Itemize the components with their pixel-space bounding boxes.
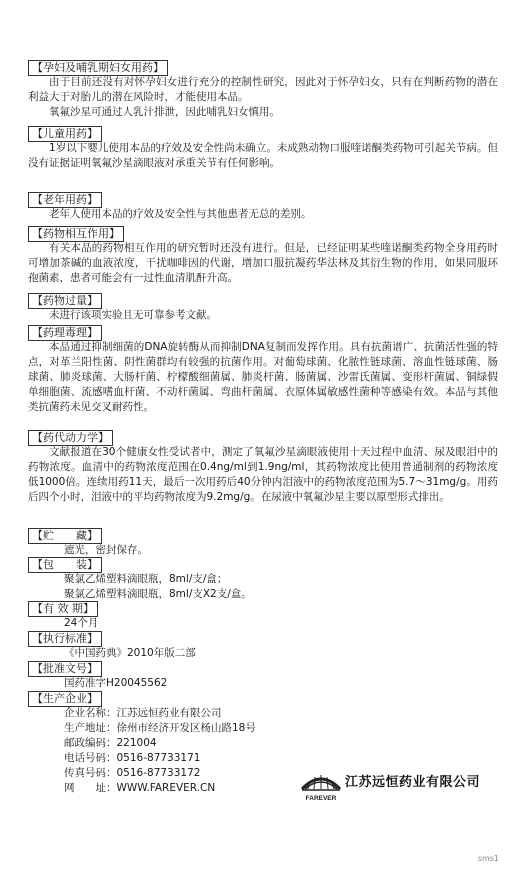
paragraph: 文献报道在30个健康女性受试者中，测定了氧氟沙星滴眼液使用十天过程中血清、尿及眼泪中的药物浓度。血清中的药物浓度范围在0.4ng/ml到1.9ng/ml，其药物浓度比使用普通制剂的药物浓度低1000倍。连续用药11天，最后一次用药后40分钟内泪液中的药物浓度范围为5.7～31mg/g。用药后四个小时，泪液中的平均药物浓度为9.2mg/g。在尿液中氧氟沙星主要以原型形式排出。 <box>28 446 498 503</box>
paragraph: 由于目前还没有对怀孕妇女进行充分的控制性研究，因此对于怀孕妇女，只有在判断药物的潜在利益大于对胎儿的潜在风险时，才能使用本品。 <box>28 76 498 103</box>
paragraph: 有关本品的药物相互作用的研究暂时还没有进行。但是，已经证明某些喹诺酮类药物全身用药时可增加茶碱的血液浓度，干扰咖啡因的代谢，增加口服抗凝药华法林及其衍生物的作用，如果同服环孢菌素，患者可能会有一过性血清肌酐升高。 <box>28 242 498 284</box>
section-title-validity: 【有 效 期】 <box>28 601 98 617</box>
section-title-pharmacology: 【药理毒理】 <box>28 325 102 341</box>
farever-logo-icon <box>300 767 342 803</box>
postal-code: 邮政编码：221004 <box>64 737 157 749</box>
section-body-pregnancy <box>28 75 498 120</box>
section-title-pharmacokinetics: 【药代动力学】 <box>28 430 113 446</box>
company-name: 企业名称：江苏远恒药业有限公司 <box>64 707 222 719</box>
section-body-interactions <box>28 241 498 286</box>
logo-brand-text: FAREVER <box>305 795 337 802</box>
approval-number: 国药准字H20045562 <box>64 677 168 689</box>
section-body-storage <box>28 543 498 558</box>
section-body-overdose <box>28 308 498 323</box>
website: 网 址：WWW.FAREVER.CN <box>64 782 216 794</box>
section-body-pharmacology <box>28 340 498 415</box>
paragraph: 本品通过抑制细菌的DNA旋转酶从而抑制DNA复制而发挥作用。具有抗菌谱广、抗菌活性强的特点，对革兰阳性菌、阴性菌群均有较强的抗菌作用。对葡萄球菌、化脓性链球菌、溶血性链球菌、肠球菌、肺炎球菌、大肠杆菌、柠檬酸细菌属、肺炎杆菌、肠菌属、沙雷氏菌属、变形杆菌属、铜绿假单细胞菌、流感嗜血杆菌、不动杆菌属、弯曲杆菌属、衣原体属敏感性菌种等感染有效。本品与其他类抗菌药未见交叉耐药性。 <box>28 341 498 413</box>
section-title-package: 【包 装】 <box>28 557 102 573</box>
section-body-elderly <box>28 207 498 222</box>
paragraph: 未进行该项实验且无可靠参考文献。 <box>49 309 217 321</box>
section-body-children <box>28 141 498 171</box>
section-title-interactions: 【药物相互作用】 <box>28 226 124 242</box>
section-title-standard: 【执行标准】 <box>28 631 102 647</box>
section-body-approval <box>28 676 498 691</box>
section-title-elderly: 【老年用药】 <box>28 192 102 208</box>
section-body-manufacturer <box>28 706 288 796</box>
section-title-storage: 【贮 藏】 <box>28 528 102 544</box>
company-logo-name: 江苏远恒药业有限公司 <box>345 775 481 790</box>
package-line: 聚氯乙烯塑料滴眼瓶，8ml/支X2支/盒。 <box>64 588 252 600</box>
section-title-overdose: 【药物过量】 <box>28 293 102 309</box>
section-title-approval: 【批准文号】 <box>28 661 102 677</box>
fax-number: 传真号码：0516-87733172 <box>64 767 201 779</box>
section-body-pharmacokinetics <box>28 445 498 505</box>
standard-value: 《中国药典》2010年版二部 <box>64 647 196 659</box>
section-body-package <box>28 572 498 602</box>
company-address: 生产地址：徐州市经济开发区杨山路18号 <box>64 722 256 734</box>
section-body-standard <box>28 646 498 661</box>
section-title-pregnancy: 【孕妇及哺乳期妇女用药】 <box>28 60 168 76</box>
storage-text: 遮光，密封保存。 <box>64 544 148 556</box>
paragraph: 1岁以下婴儿使用本品的疗效及安全性尚未确立。未成熟动物口服喹诺酮类药物可引起关节病。但没有证据证明氧氟沙星滴眼液对承重关节有任何影响。 <box>28 142 498 169</box>
section-title-manufacturer: 【生产企业】 <box>28 691 102 707</box>
section-body-validity <box>28 616 498 631</box>
validity-value: 24个月 <box>64 617 99 629</box>
phone-number: 电话号码：0516-87733171 <box>64 752 201 764</box>
package-line: 聚氯乙烯塑料滴眼瓶，8ml/支/盒； <box>64 573 228 585</box>
page-code: sms1 <box>477 854 499 863</box>
paragraph: 老年人使用本品的疗效及安全性与其他患者无总的差别。 <box>49 208 312 220</box>
section-title-children: 【儿童用药】 <box>28 126 102 142</box>
paragraph: 氧氟沙星可通过人乳汁排泄，因此哺乳妇女慎用。 <box>49 106 280 118</box>
